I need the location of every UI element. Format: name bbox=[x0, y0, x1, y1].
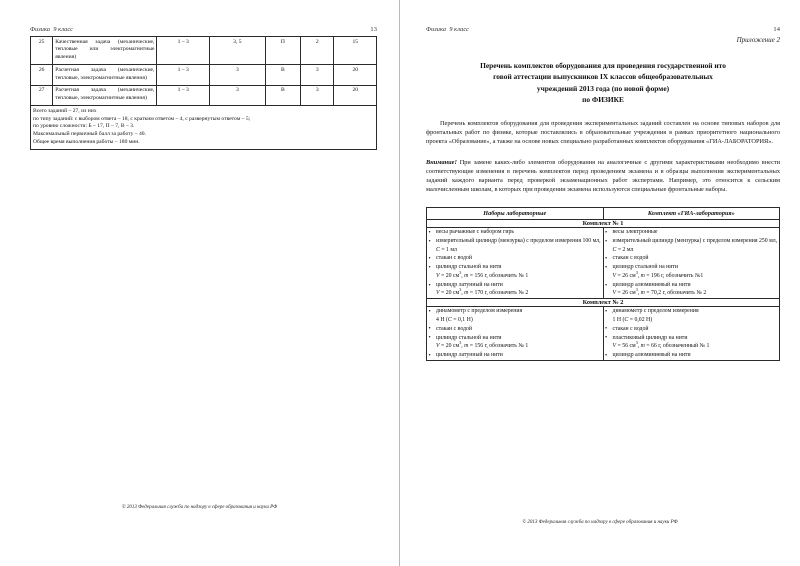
item-text: стакан с водой bbox=[436, 255, 473, 262]
list-item: • цилиндр стальной на нити V = 20 $см^3$, m = 156 г, обозначить № 1 bbox=[427, 263, 603, 280]
list-item: • пластиковый цилиндр на нити V = 56 $см^3$, m = 66 г, обозначенный № 1 bbox=[604, 334, 780, 351]
list-item bbox=[427, 325, 603, 333]
table-row bbox=[31, 65, 377, 85]
attention-text: При замене каких-либо элементов оборудования на аналогичные с другими характеристиками необходимо внести соответствующие изменения в перечень комплектов перед проведением экзамена и в образцы выполнения экспериментальных заданий каждого варианта перед проверкой экзаменационных работ экспертами. Например, это относится к сельским малочисленным школам, в которых при проведении экзамена используются специальные фронтальные наборы. bbox=[426, 158, 781, 194]
row-col-e: 20 bbox=[334, 65, 377, 85]
left-page-footer: © 2013 Федеральная служба по надзору в сфере образования и науки РФ bbox=[121, 505, 278, 510]
kit-2-items-row bbox=[427, 307, 780, 361]
item-text: стакан с водой bbox=[436, 325, 473, 332]
list-item: • измерительный цилиндр (мензурка) с пределом измерения 100 мл, C = 1 мл bbox=[427, 237, 603, 254]
list-item bbox=[427, 351, 603, 359]
kit-name-row bbox=[427, 220, 780, 228]
summary-cell bbox=[31, 106, 377, 150]
item-text: весы электронные bbox=[612, 229, 658, 236]
page-title-line-4: по ФИЗИКЕ bbox=[582, 95, 624, 105]
list-item bbox=[604, 325, 780, 333]
kit-1-left-list bbox=[427, 228, 603, 298]
equipment-header-left: Наборы лабораторные bbox=[427, 207, 604, 220]
item-text: цилиндр алюминиевый на нити bbox=[612, 352, 691, 359]
right-runhead-subject-text: Физика bbox=[426, 26, 447, 33]
right-runhead-grade-text: 9 класс bbox=[449, 26, 470, 33]
row-col-b: 3 bbox=[210, 65, 266, 85]
list-item: • измерительный цилиндр (мензурка) с пределом измерения 250 мл, C = 2 мл bbox=[604, 237, 780, 254]
equipment-header-right: Комплект «ГИА-лаборатория» bbox=[603, 207, 780, 220]
row-col-b: 3, 5 bbox=[210, 37, 266, 65]
kit-2-right-column bbox=[603, 307, 780, 361]
page-title bbox=[434, 60, 772, 106]
kit-2-name: Комплект № 2 bbox=[427, 299, 780, 307]
page-title-line-2: говой аттестации выпускников IX классов общеобразовательных bbox=[493, 72, 713, 82]
list-item bbox=[427, 228, 603, 236]
row-number: 26 bbox=[31, 65, 53, 85]
row-col-b: 3 bbox=[210, 85, 266, 105]
right-page bbox=[400, 0, 800, 566]
kit-2-left-list bbox=[427, 307, 603, 359]
row-col-a: 1 – 3 bbox=[157, 37, 210, 65]
kit-1-left-column bbox=[427, 228, 604, 299]
left-runhead-subject-text: Физика bbox=[30, 26, 51, 33]
item-text: стакан с водой bbox=[612, 325, 649, 332]
list-item bbox=[604, 351, 780, 359]
left-runhead-subject bbox=[30, 26, 73, 33]
row-description: Расчетная задача (механические, тепловые, электромагнитные явления) bbox=[53, 65, 157, 85]
kit-name-row bbox=[427, 299, 780, 307]
row-col-d: 3 bbox=[301, 85, 334, 105]
list-item bbox=[604, 254, 780, 262]
row-col-d: 2 bbox=[301, 37, 334, 65]
table-row bbox=[31, 37, 377, 65]
left-runhead-grade-text: 9 класс bbox=[53, 26, 74, 33]
appendix-label: Приложение 2 bbox=[736, 36, 780, 44]
specification-table bbox=[30, 36, 377, 150]
right-page-number: 14 bbox=[773, 26, 780, 33]
attention-lead: Внимание! bbox=[426, 158, 457, 166]
row-description: Качественная задача (механические, тепловые или электромагнитные явления) bbox=[53, 37, 157, 65]
summary-line-2: по типу заданий: с выбором ответа – 18, с кратким ответом – 4, с развернутым ответом – 5; bbox=[33, 115, 251, 122]
row-number: 25 bbox=[31, 37, 53, 65]
row-col-e: 20 bbox=[334, 85, 377, 105]
kit-1-right-column bbox=[603, 228, 780, 299]
summary-line-1: Всего заданий – 27, из них bbox=[33, 107, 97, 114]
equipment-table bbox=[426, 207, 780, 361]
equipment-table-header-row bbox=[427, 207, 780, 220]
right-runhead-subject bbox=[426, 26, 469, 33]
list-item: • цилиндр алюминиевый на нити V = 26 $см^3$, m = 70,2 г, обозначить № 2 bbox=[604, 281, 780, 298]
list-item: • цилиндр стальной на нити V = 26 $см^3$, m = 196 г, обозначить №1 bbox=[604, 263, 780, 280]
right-running-head bbox=[426, 26, 780, 33]
right-page-footer: © 2013 Федеральная служба по надзору в сфере образования и науки РФ bbox=[522, 520, 678, 525]
row-col-c: П bbox=[265, 37, 300, 65]
summary-line-4: Максимальный первичный балл за работу – 40. bbox=[33, 131, 146, 138]
page-title-line-1: Перечень комплектов оборудования для проведения государственной ито bbox=[480, 61, 726, 70]
list-item: • динамометр с пределом измерения 4 Н (C = 0,1 Н) bbox=[427, 307, 603, 324]
list-item: • цилиндр стальной на нити V = 20 $см^3$, m = 156 г, обозначить № 1 bbox=[427, 334, 603, 351]
kit-1-right-list bbox=[604, 228, 780, 298]
list-item: • цилиндр латунный на нити V = 20 $см^3$, m = 170 г, обозначить № 2 bbox=[427, 281, 603, 298]
row-col-a: 1 – 3 bbox=[157, 65, 210, 85]
attention-paragraph bbox=[426, 158, 780, 195]
left-running-head bbox=[30, 26, 377, 33]
page-title-line-3: учреждений 2013 года (по новой форме) bbox=[536, 83, 670, 93]
table-summary-row bbox=[31, 106, 377, 150]
row-number: 27 bbox=[31, 85, 53, 105]
list-item bbox=[604, 228, 780, 236]
kit-1-items-row bbox=[427, 228, 780, 299]
left-page-number: 13 bbox=[370, 26, 377, 33]
item-text: цилиндр латунный на нити bbox=[436, 352, 503, 359]
row-description: Расчетная задача (механические, тепловые, электромагнитные явления) bbox=[53, 85, 157, 105]
row-col-d: 3 bbox=[301, 65, 334, 85]
kit-1-name: Комплект № 1 bbox=[427, 220, 780, 228]
row-col-c: В bbox=[265, 65, 300, 85]
row-col-e: 15 bbox=[334, 37, 377, 65]
summary-line-5: Общее время выполнения работы – 180 мин. bbox=[33, 139, 140, 146]
row-col-c: В bbox=[265, 85, 300, 105]
intro-paragraph: Перечень комплектов оборудования для проведения экспериментальных заданий составлен на основе типовых наборов для фронтальных работ по физике, которые поставлялись в образовательные учреждения в рамках приоритетного национального проекта «Образование», а также на основе новых специально разработанных комплектов оборудования «ГИА-ЛАБОРАТОРИЯ». bbox=[426, 119, 780, 146]
list-item: • динамометр с пределом измерения 1 Н (C = 0,02 Н) bbox=[604, 307, 780, 324]
kit-2-right-list bbox=[604, 307, 780, 359]
item-text: стакан с водой bbox=[612, 255, 649, 262]
item-text: весы рычажные с набором гирь bbox=[436, 229, 515, 236]
kit-2-left-column bbox=[427, 307, 604, 361]
summary-line-3: по уровню сложности: Б – 17, П – 7, В – 3. bbox=[33, 123, 135, 130]
row-col-a: 1 – 3 bbox=[157, 85, 210, 105]
list-item bbox=[427, 254, 603, 262]
table-row bbox=[31, 85, 377, 105]
